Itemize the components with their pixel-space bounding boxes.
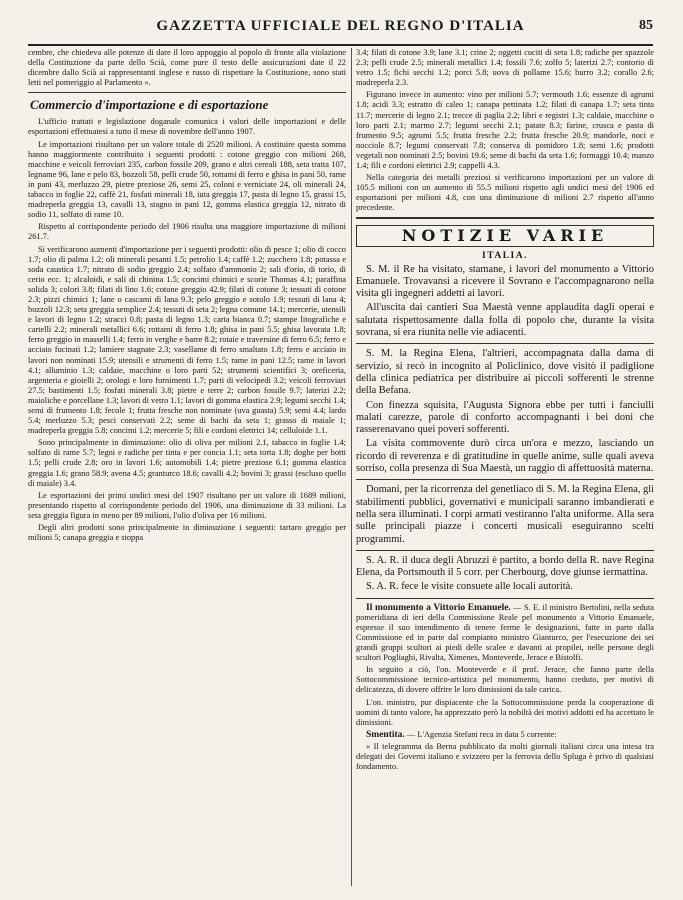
- section-heading: Commercio d'importazione e di esportazione: [30, 97, 269, 113]
- section-banner: NOTIZIE VARIE: [356, 225, 654, 247]
- separator: [356, 343, 654, 344]
- article-text: — L'Agenzia Stefani reca in data 5 corrente:: [406, 729, 557, 739]
- left-column: [28, 48, 346, 545]
- page-header: [28, 16, 653, 46]
- paragraph: Sono principalmente in diminuzione: olio di oliva per milioni 2.1, tabacco in foglie 1.4; solfato di rame 5.7; legni e radiche per tinta e per concia 1.1; seta torta 1.8; doghe per botti 1.5; pelli crude 2.8; oro in lavori 1.6; automobili 1.4; pietre preziose 6.1; gomma elastica greggia 1.6; grano 58.9; avena 4.5; granturco 18.6; cavalli 4.2; bovini 3; grassi (escluso quello di maiale) 3.4.: [28, 438, 346, 488]
- paragraph: Con finezza squisita, l'Augusta Signora ebbe per tutti i fanciulli malati carezze, parole di conforto accompagnanti i bei doni che rasserenavano quei poveri sofferenti.: [356, 399, 654, 436]
- separator: [356, 550, 654, 551]
- article-text: — S. E. il ministro Bertolini, nella seduta pomeridiana di ieri della Commissione Reale pel monumento a Vittorio Emanuele, espresse il suo intendimento di tenere ferme le designazioni, fatte in parte dalla Commissione ed in parte dal compianto ministro Gianturco, per l'esecuzione dei sei grandi gruppi scultori ai piedi delle scalee e davanti ai propilei, nelle persone degli scultori Pogliaghi, Rivalta, Ximenes, Monteverde, Jerace e Bistolfi.: [356, 602, 654, 663]
- paragraph: Nella categoria dei metalli preziosi si verificarono importazioni per un valore di 105.5 milioni con un aumento di 55.5 milioni rispetto agli undici mesi del 1906 ed esportazioni per milioni 4.8, con una diminuzione di milioni 2.7 rispetto all'anno precedente.: [356, 173, 654, 213]
- paragraph: All'uscita dai cantieri Sua Maestà venne applaudita dagli operai e salutata rispettosamente dalla folla di popolo che, durante la visita sovrana, si era riunita nelle vie adiacenti.: [356, 302, 654, 339]
- paragraph: « Il telegramma da Berna pubblicato da molti giornali italiani circa una intesa tra delegati dei Governi italiano e svizzero per la ferrovia dello Spluga è privo di qualsiasi fondamento.: [356, 741, 654, 772]
- paragraph: Le esportazioni dei primi undici mesi del 1907 risultano per un valore di 1689 milioni, presentando rispetto al corrispondente periodo del 1906, una diminuzione di 33 milioni. La seta greggia figura in meno per 89 milioni, l'olio d'oliva per 16 milioni.: [28, 490, 346, 520]
- paragraph: S. M. il Re ha visitato, stamane, i lavori del monumento a Vittorio Emanuele. Trovavansi a ricevere il Sovrano e l'accompagnarono nella visita gli ingegneri addetti ai lavori.: [356, 263, 654, 300]
- paragraph: L'on. ministro, pur dispiacente che la Sottocommissione perda la cooperazione di uomini di tanto valore, ha apprezzato però la nobiltà dei motivi addotti ed ha accettato le dimissioni.: [356, 697, 654, 727]
- right-column: [356, 48, 654, 774]
- article-title: Il monumento a Vittorio Emanuele.: [366, 602, 511, 613]
- paragraph: Figurano invece in aumento: vino per milioni 5.7; vermouth 1.6; essenze di agrumi 1.8; acidi 3.3; estratto di caleo 1; canapa pettinata 1.2; filati di canapa 1.7; seta tinta 11.7; mercerie di legno 2.1; trecce di paglia 2.2; libri e registri 1.3; caldaie, macchine o loro parti 2.1; marmo 2.7; legumi secchi 2.1; patate 8.3; farine, crusca e pasta di frumento 9.5; agrumi 5.5; frutta fresche 2.2; frutta fresche 20.9; mandorle, noci e nocciole 8.7; legumi conservati 7.8; conserva di pomidoro 1.8; semi 1.6; prodotti vegetali non nominati 2.5; bovini 19.6; seme di bachi da seta 1.6; formaggi 10.4; manzo 1.4; fili e cordoni elettrici 2.9; cappelli 4.3.: [356, 90, 654, 171]
- paragraph: Degli altri prodotti sono principalmente in diminuzione i seguenti: tartaro greggio per milioni 5; canapa greggia e stoppa: [28, 523, 346, 543]
- paragraph: Si verificarono aumenti d'importazione per i seguenti prodotti: olio di pesce 1; olio di cocco 1.7; olio di palma 1.2; oli minerali pesanti 1.5; petrolio 1.4; caffè 1.2; zucchero 1.8; potassa e soda caustica 1.7; nitrato di sodio greggio 2.4; solfato d'ammonio 2; sali d'orio, di torio, di cerio ecc. 1; alcaloidi, e sali di chinina 1.5; concimi chimici e scorie Thomas 4.1; paraffina solida 3; colori 3.8; filati di lino 1.6; cotone greggio 42.9; filati di cotone 3; tessuti di cotone 2.3; pizzi chimici 1; lane o cascami di lana 9.3; pelo greggio e sotolo 1.9; tessuti di lana 4; bozzoli 12.3; seta greggia semplice 2.4; tessuti di seta 2; legna comune 14.1; mercerie, utensili e lavori di legno 1.2; stracci 0.8; pasta di legno 1.3; carta bianca 0.7; stampe litografiche e cartelli 2.2; minerali metallici 6.6; rottami di ferro 1.8; ghisa in pani 5.5; ghisa lavorata 1.8; ferro greggio in masselli 1.4; ferro in verghe e barre 8.2; rotaie e traversine di ferro 6.5; ferro e acciaio fucinati 1.2; lamiere stagnate 2.3; vasellame di ferro smaltato 1.8; ferro e acciaio in lavori non nominati 15.9; utensili e strumenti di ferro 1.5; rame in pani 12.5; rame in lavori 4.1; alluminio 1.3; caldaie, macchine o loro parti 52; strumenti scientifici 3; oreficeria, argenteria e gioielli 2; orologi e loro fornimenti 1.7; parti di velocipedi 3.2; veicoli ferroviari 27.5; bastimenti 1.5; fosfati minerali 3.8; pietre e terre 2; carbon fossile 9.7; laterizi 2.2; maioliche e porcellane 1.3; lavori di vetro 1.1; lavori di gomma elastica 2.9; legumi secchi 1.4; semi di frumento 1.8; fecole 1; frutta fresche non nominate (uva guasta) 5.9; semi 4.4; lardo 5.4; merluzzo 5.3; pesci conservati 2.2; seme di bachi da seta 1; grasso di maiale 1; madreperla greggia 5.8; concimi 1.2; mercerie 5; fili e cordoni elettrici 14; celluloide 1.1.: [28, 244, 346, 436]
- paragraph: S. M. la Regina Elena, l'altrieri, accompagnata dalla dama di servizio, si recò in incognito al Policlinico, dove visitò il padiglione della clinica pediatrica per distribuire ai piccoli sofferenti le strenne della Befana.: [356, 348, 654, 397]
- paragraph: S. A. R. il duca degli Abruzzi è partito, a bordo della R. nave Regina Elena, da Portsmouth il 5 corr. per Cherbourg, dove giunse iermattina.: [356, 554, 654, 579]
- newspaper-title: GAZZETTA UFFICIALE DEL REGNO D'ITALIA: [156, 18, 525, 34]
- paragraph: Domani, per la ricorrenza del genetliaco di S. M. la Regina Elena, gli stabilimenti pubblici, governativi e municipali saranno imbandierati e nella sera illuminati. I corpi armati vestiranno l'alta uniforme. Alla sera sulle principali piazze i concerti musicali eseguiranno scelti programmi.: [356, 484, 654, 545]
- paragraph: Le importazioni risultano per un valore totale di 2520 milioni. A costituire questa somma hanno maggiormente contribuito i seguenti prodotti : cotone greggio con milioni 268, macchine e veicoli ferroviari 235, carbon fossile 209, grano e altri cereali 188, seta tratta 107, legname 96, lane e pelo 83, bozzoli 58, pelli crude 50, rottami di ferro e ghisa in pani 50, rame in pani 43, merluzzo 29, pietre preziose 26, semi 25, coloni e verniciate 24, oli minerali 24, tabacco in foglie 22, caffè 21, fosfati minerali 18, iuta greggia 17, pasta di legno 15, grassi 15, madreperla greggia 13, cavalli 13, stagno in pani 12, gomma elastica greggia 12, nitrato di sodio 11, solfato di rame 10.: [28, 139, 346, 220]
- paragraph: L'ufficio trattati e legislazione doganale comunica i valori delle importazioni e delle esportazioni effettuatesi a tutto il mese di novembre dell'anno 1907.: [28, 117, 346, 137]
- paragraph: La visita commovente durò circa un'ora e mezzo, lasciando un ricordo di reverenza e di gratitudine in quelle anime, sulle quali aveva sorriso, colla presenza di Sua Maestà, un raggio di affettuosità materna.: [356, 438, 654, 475]
- paragraph: S. A. R. fece le visite consuete alle locali autorità.: [366, 581, 573, 593]
- intro-paragraph: cembre, che chiedeva alle potenze di dare il loro appoggio al popolo di fronte alla violazione della Costituzione da parte dello Scià, come pure il testo delle assicurazioni date il 22 dicembre dallo Scià ai rappresentanti inglese e russo di rispettare la Costituzione, sono stati letti nel pomeriggio al Parlamento ».: [28, 48, 346, 88]
- paragraph: 3.4; filati di cotone 3.9; lane 3.1; crine 2; oggetti cuciti di seta 1.8; radiche per spazzole 2.3; pelli crude 2.5; minerali metallici 1.4; fossili 7.6; zolfo 5; laterizi 2.7; contorio di vetro 1.5; fichi secchi 1.2; porci 5.8; uova di pollame 15.6; burro 3.2; corallo 2.6; madreperla 2.3.: [356, 48, 654, 88]
- separator: [28, 92, 346, 93]
- paragraph: Rispetto al corrispondente periodo del 1906 risulta una maggiore importazione di milioni 261.7.: [28, 222, 346, 242]
- page-number: 85: [639, 18, 653, 33]
- news-block: [356, 264, 654, 594]
- separator: [356, 217, 654, 219]
- separator: [356, 479, 654, 480]
- paragraph: In seguito a ciò, l'on. Monteverde e il prof. Jerace, che fanno parte della Sottocommissione tecnico-artistica pel monumento, hanno creduto, per motivi di delicatezza, di dovere offrire le loro dimissioni da tale carica.: [356, 665, 654, 695]
- subsection-heading: ITALIA.: [482, 250, 528, 261]
- separator: [356, 598, 654, 599]
- column-divider: [351, 48, 352, 886]
- article-title: Smentita.: [366, 729, 405, 740]
